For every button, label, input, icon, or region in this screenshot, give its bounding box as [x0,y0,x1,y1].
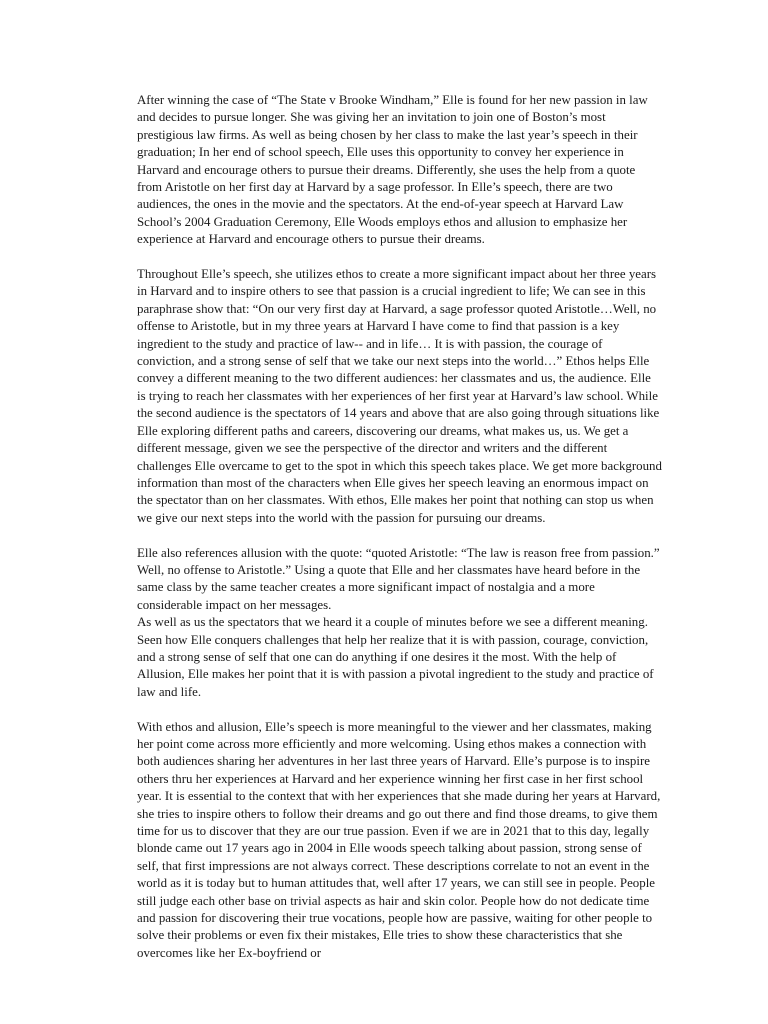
paragraph-intro: After winning the case of “The State v Brooke Windham,” Elle is found for her new passion in law and decides to pursue longer. She was giving her an invitation to join one of Boston’s most prestigious law firms. As well as being chosen by her class to make the last year’s speech in their graduation; In her end of school speech, Elle uses this opportunity to convey her experience in Harvard and encourage others to pursue their dreams. Differently, she uses the help from a quote from Aristotle on her first day at Harvard by a sage professor. In Elle’s speech, there are two audiences, the ones in the movie and the spectators. At the end-of-year speech at Harvard Law School’s 2004 Graduation Ceremony, Elle Woods employs ethos and allusion to emphasize her experience at Harvard and encourage others to pursue their dreams. [137,93,648,247]
paragraph-conclusion: With ethos and allusion, Elle’s speech is more meaningful to the viewer and her classmates, making her point come across more efficiently and more welcoming. Using ethos makes a connection with both audiences sharing her adventures in her last three years of Harvard. Elle’s purpose is to inspire others thru her experiences at Harvard and her experience winning her first case in her first school year. It is essential to the context that with her experiences that she made during her years at Harvard, she tries to inspire others to follow their dreams and go out there and find those dreams, to give them time for us to discover that they are our true passion. Even if we are in 2021 that to this day, legally blonde came out 17 years ago in 2004 in Elle woods speech talking about passion, strong sense of self, that first impressions are not always correct. These descriptions correlate to not an event in the world as it is today but to human attitudes that, well after 17 years, we can still see in people. People still judge each other base on trivial aspects as hair and skin color. People how do not dedicate time and passion for discovering their true vocations, people how are passive, waiting for other people to solve their problems or even fix their mistakes, Elle tries to show these characteristics that she overcomes like her Ex-boyfriend or [137,719,661,960]
paragraph-allusion-continued: As well as us the spectators that we heard it a couple of minutes before we see a different meaning. Seen how Elle conquers challenges that help her realize that it is with passion, courage, conviction, and a strong sense of self that one can do anything if one desires it the most. With the help of Allusion, Elle makes her point that it is with passion a pivotal ingredient to the study and practice of law and life. [137,615,654,699]
paragraph-ethos: Throughout Elle’s speech, she utilizes ethos to create a more significant impact about her three years in Harvard and to inspire others to see that passion is a crucial ingredient to life; We can see in this paraphrase show that: “On our very first day at Harvard, a sage professor quoted Aristotle…Well, no offense to Aristotle, but in my three years at Harvard I have come to find that passion is a key ingredient to the study and practice of law-- and in life… It is with passion, the courage of conviction, and a strong sense of self that we take our next steps into the world…” Ethos helps Elle convey a different meaning to the two different audiences: her classmates and us, the audience. Elle is trying to reach her classmates with her experiences of her first year at Harvard’s law school. While the second audience is the spectators of 14 years and above that are also going through situations like Elle exploring different paths and careers, discovering our dreams, what makes us, us. We get a different message, given we see the perspective of the director and writers and the different challenges Elle overcame to get to the spot in which this speech takes place. We get more background information than most of the characters when Elle gives her speech leaving an enormous impact on the spectator than on her classmates. With ethos, Elle makes her point that nothing can stop us when we give our next steps into the world with the passion for pursuing our dreams. [137,267,662,525]
document-body [137,92,662,962]
paragraph-allusion: Elle also references allusion with the quote: “quoted Aristotle: “The law is reason free from passion.” Well, no offense to Aristotle.” Using a quote that Elle and her classmates have heard before in the same class by the same teacher creates a more significant impact of nostalgia and a more considerable impact on her messages. [137,545,660,612]
